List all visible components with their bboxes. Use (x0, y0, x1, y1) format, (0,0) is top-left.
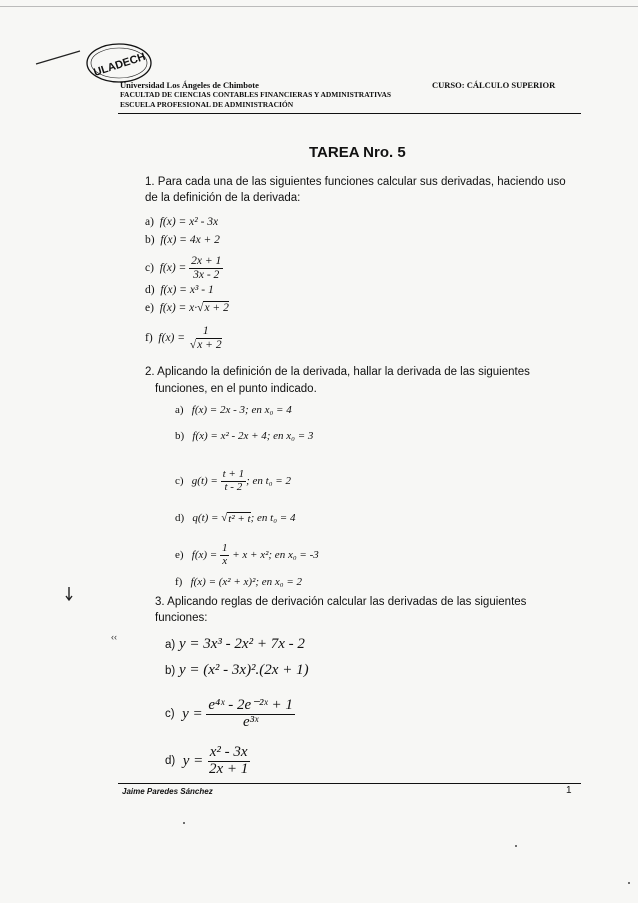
header-rule (118, 113, 581, 114)
list-item: c) g(t) = $\frac{t + 1}{t - 2}$ ; en t₀ = 2 (175, 467, 291, 493)
q1-statement-line2: de la definición de la derivada: (145, 192, 301, 204)
page-number: 1 (566, 785, 572, 796)
university-logo (84, 40, 154, 85)
pen-stroke (34, 48, 84, 68)
scan-speck (183, 822, 185, 824)
list-item: d) f(x) = x³ - 1 (145, 284, 214, 296)
list-item: c) y = $\frac{\text{e⁴ˣ - 2e⁻²ˣ + 1}}{\text{e³ˣ}}$ (165, 696, 293, 730)
q2-statement-line1: 2. Aplicando la definición de la derivada, hallar la derivada de las siguientes (145, 366, 530, 378)
footer-author: Jaime Paredes Sánchez (122, 787, 213, 796)
list-item: d) q(t) = √ t² + t ; en t₀ = 4 (175, 512, 296, 525)
footer-rule (118, 783, 581, 784)
list-item: b) y = (x² - 3x)².(2x + 1) (165, 662, 309, 678)
list-item: b) f(x) = 4x + 2 (145, 234, 220, 246)
q2-list (175, 404, 475, 598)
list-item: a) f(x) = x² - 3x (145, 216, 219, 228)
q1-statement-line1: 1. Para cada una de las siguientes funciones calcular sus derivadas, haciendo uso (145, 176, 566, 188)
top-scan-line (0, 6, 638, 7)
scan-speck (515, 845, 517, 847)
list-item: c) f(x) = $\frac{2x + 1}{3x - 2}$ (145, 255, 222, 281)
list-item: e) f(x) = $\frac{1}{x}$ + x + x²; en x₀ = -3 (175, 541, 319, 567)
q3-statement-line1: 3. Aplicando reglas de derivación calcular las derivadas de las siguientes (155, 596, 527, 608)
list-item: b) f(x) = x² - 2x + 4; en x₀ = 3 (175, 430, 314, 442)
margin-arrow-mark (64, 586, 74, 602)
faculty-name: FACULTAD DE CIENCIAS CONTABLES FINANCIERAS Y ADMINISTRATIVAS (120, 90, 392, 99)
q1-list (145, 216, 445, 354)
university-name: Universidad Los Ángeles de Chimbote (120, 80, 259, 90)
q3-statement-line2: funciones: (155, 612, 208, 624)
scan-speck (628, 882, 630, 884)
list-item: f) f(x) = (x² + x)²; en x₀ = 2 (175, 576, 303, 588)
list-item: a) f(x) = 2x - 3; en x₀ = 4 (175, 404, 292, 416)
school-name: ESCUELA PROFESIONAL DE ADMINISTRACIÓN (120, 100, 294, 109)
course-label: CURSO: CÁLCULO SUPERIOR (432, 80, 556, 90)
q3-list (165, 636, 425, 784)
margin-scribble: ‹‹ (111, 632, 117, 642)
logo-text: ULADECH (92, 50, 148, 79)
q2-statement-line2: funciones, en el punto indicado. (155, 383, 317, 395)
list-item: d) y = $\frac{\text{x² - 3x}}{2x + 1}$ (165, 743, 249, 777)
list-item: a) y = 3x³ - 2x² + 7x - 2 (165, 636, 305, 652)
list-item: f) f(x) = $\frac{1}{√x + 2}$ (145, 325, 222, 351)
page-title: TAREA Nro. 5 (309, 144, 406, 161)
list-item: e) f(x) = x·√x + 2 (145, 302, 229, 314)
